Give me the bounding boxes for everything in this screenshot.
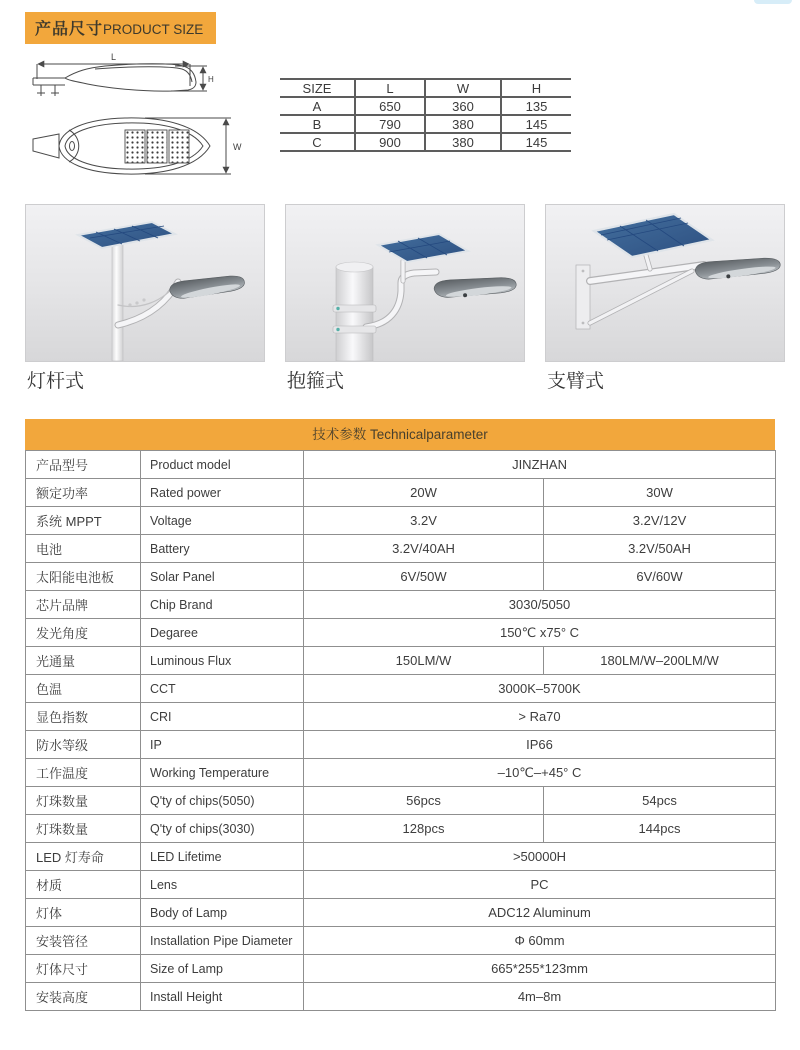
table-row — [26, 871, 776, 899]
cell-h: 145 — [501, 115, 571, 133]
param-value-2: 6V/60W — [544, 563, 776, 591]
lamp-arm — [118, 282, 178, 325]
lamp-head — [694, 252, 781, 283]
cell-l: 790 — [355, 115, 425, 133]
param-label-cn: 芯片品牌 — [26, 591, 141, 619]
param-value-1: 150LM/W — [304, 647, 544, 675]
param-label-cn: 光通量 — [26, 647, 141, 675]
param-value: > Ra70 — [304, 703, 776, 731]
dim-label-w: W — [233, 142, 242, 152]
cell-w: 380 — [425, 115, 501, 133]
param-label-cn: 灯珠数量 — [26, 815, 141, 843]
param-value-2: 180LM/W–200LM/W — [544, 647, 776, 675]
badge-en-text: PRODUCT SIZE — [103, 22, 204, 37]
lamp-head — [168, 270, 245, 303]
badge-cn-text: 产品尺寸 — [35, 21, 104, 38]
param-value-1: 3.2V/40AH — [304, 535, 544, 563]
mount-type-label-pole: 灯杆式 — [27, 371, 85, 392]
cell-size: B — [280, 115, 355, 133]
param-value: IP66 — [304, 731, 776, 759]
param-value-1: 56pcs — [304, 787, 544, 815]
param-label-cn: 灯体 — [26, 899, 141, 927]
param-value: JINZHAN — [304, 451, 776, 479]
param-label-cn: LED 灯寿命 — [26, 843, 141, 871]
param-label-cn: 电池 — [26, 535, 141, 563]
solar-panel — [78, 222, 175, 248]
param-label-en: Rated power — [141, 479, 304, 507]
table-row — [26, 815, 776, 843]
side-view-drawing — [33, 64, 207, 96]
dim-label-l: L — [111, 52, 117, 62]
param-value-2: 54pcs — [544, 787, 776, 815]
section-badge-product-size — [25, 12, 216, 44]
param-value: 4m–8m — [304, 983, 776, 1011]
photo-bracket-type — [545, 204, 785, 362]
param-label-en: Product model — [141, 451, 304, 479]
lamp-arm — [366, 261, 436, 327]
table-row — [26, 927, 776, 955]
table-row — [26, 535, 776, 563]
table-row — [26, 955, 776, 983]
table-row — [26, 843, 776, 871]
param-label-en: LED Lifetime — [141, 843, 304, 871]
table-row — [26, 591, 776, 619]
param-value: PC — [304, 871, 776, 899]
param-value-2: 30W — [544, 479, 776, 507]
param-label-cn: 产品型号 — [26, 451, 141, 479]
dim-label-h: H — [208, 75, 214, 84]
cell-size: C — [280, 133, 355, 151]
param-label-en: Degaree — [141, 619, 304, 647]
size-row-a — [280, 97, 571, 115]
param-label-cn: 额定功率 — [26, 479, 141, 507]
lamp-head — [433, 272, 517, 301]
decorative-corner-sliver — [754, 0, 792, 4]
photo-pole-type — [25, 204, 265, 362]
cell-w: 360 — [425, 97, 501, 115]
param-label-en: Lens — [141, 871, 304, 899]
param-label-en: Battery — [141, 535, 304, 563]
table-row — [26, 451, 776, 479]
param-label-en: IP — [141, 731, 304, 759]
table-row — [26, 675, 776, 703]
param-value-2: 3.2V/50AH — [544, 535, 776, 563]
cell-l: 900 — [355, 133, 425, 151]
cell-w: 380 — [425, 133, 501, 151]
param-label-en: Install Height — [141, 983, 304, 1011]
solar-panel — [378, 234, 468, 262]
lamp-technical-drawing — [25, 50, 275, 180]
param-label-cn: 安装管径 — [26, 927, 141, 955]
param-value: Φ 60mm — [304, 927, 776, 955]
w-col-header: W — [425, 79, 501, 97]
param-value: –10℃–+45° C — [304, 759, 776, 787]
size-row-c — [280, 133, 571, 151]
param-label-en: Chip Brand — [141, 591, 304, 619]
table-row — [26, 899, 776, 927]
param-label-cn: 安装高度 — [26, 983, 141, 1011]
param-value-1: 6V/50W — [304, 563, 544, 591]
size-col-header: SIZE — [280, 79, 355, 97]
table-row — [26, 731, 776, 759]
param-label-cn: 系统 MPPT — [26, 507, 141, 535]
param-value: >50000H — [304, 843, 776, 871]
param-label-en: Voltage — [141, 507, 304, 535]
param-value: ADC12 Aluminum — [304, 899, 776, 927]
mount-type-label-clamp: 抱箍式 — [287, 371, 345, 392]
param-label-en: Working Temperature — [141, 759, 304, 787]
table-row — [26, 787, 776, 815]
param-label-cn: 色温 — [26, 675, 141, 703]
param-label-en: Solar Panel — [141, 563, 304, 591]
h-col-header: H — [501, 79, 571, 97]
photo-clamp-type — [285, 204, 525, 362]
param-label-en: CRI — [141, 703, 304, 731]
cell-h: 135 — [501, 97, 571, 115]
table-row — [26, 647, 776, 675]
param-label-cn: 显色指数 — [26, 703, 141, 731]
solar-panel — [594, 214, 712, 257]
param-value: 3030/5050 — [304, 591, 776, 619]
size-table — [280, 78, 571, 152]
table-row — [26, 507, 776, 535]
param-label-cn: 灯体尺寸 — [26, 955, 141, 983]
param-table — [25, 450, 776, 1011]
pole — [112, 233, 123, 361]
param-label-cn: 灯珠数量 — [26, 787, 141, 815]
param-label-en: Installation Pipe Diameter — [141, 927, 304, 955]
param-value: 150℃ x75° C — [304, 619, 776, 647]
l-col-header: L — [355, 79, 425, 97]
top-view-drawing — [33, 118, 231, 174]
mount-type-label-bracket: 支臂式 — [547, 371, 605, 392]
param-value-1: 128pcs — [304, 815, 544, 843]
technical-parameter-section — [25, 419, 775, 1011]
param-label-en: Luminous Flux — [141, 647, 304, 675]
table-row — [26, 619, 776, 647]
size-row-b — [280, 115, 571, 133]
cell-size: A — [280, 97, 355, 115]
param-value-2: 144pcs — [544, 815, 776, 843]
table-row — [26, 759, 776, 787]
size-table-header-row — [280, 79, 571, 97]
wall-plate — [576, 265, 590, 329]
table-row — [26, 563, 776, 591]
param-value-1: 3.2V — [304, 507, 544, 535]
cell-l: 650 — [355, 97, 425, 115]
param-label-en: Body of Lamp — [141, 899, 304, 927]
param-label-en: Q'ty of chips(5050) — [141, 787, 304, 815]
param-label-en: CCT — [141, 675, 304, 703]
param-value-1: 20W — [304, 479, 544, 507]
param-label-cn: 防水等级 — [26, 731, 141, 759]
param-value: 3000K–5700K — [304, 675, 776, 703]
param-label-cn: 发光角度 — [26, 619, 141, 647]
param-value-2: 3.2V/12V — [544, 507, 776, 535]
param-label-en: Q'ty of chips(3030) — [141, 815, 304, 843]
param-table-title: 技术参数 Technicalparameter — [25, 419, 775, 450]
table-row — [26, 703, 776, 731]
param-label-en: Size of Lamp — [141, 955, 304, 983]
param-label-cn: 工作温度 — [26, 759, 141, 787]
table-row — [26, 983, 776, 1011]
param-label-cn: 太阳能电池板 — [26, 563, 141, 591]
param-label-cn: 材质 — [26, 871, 141, 899]
table-row — [26, 479, 776, 507]
param-value: 665*255*123mm — [304, 955, 776, 983]
cell-h: 145 — [501, 133, 571, 151]
